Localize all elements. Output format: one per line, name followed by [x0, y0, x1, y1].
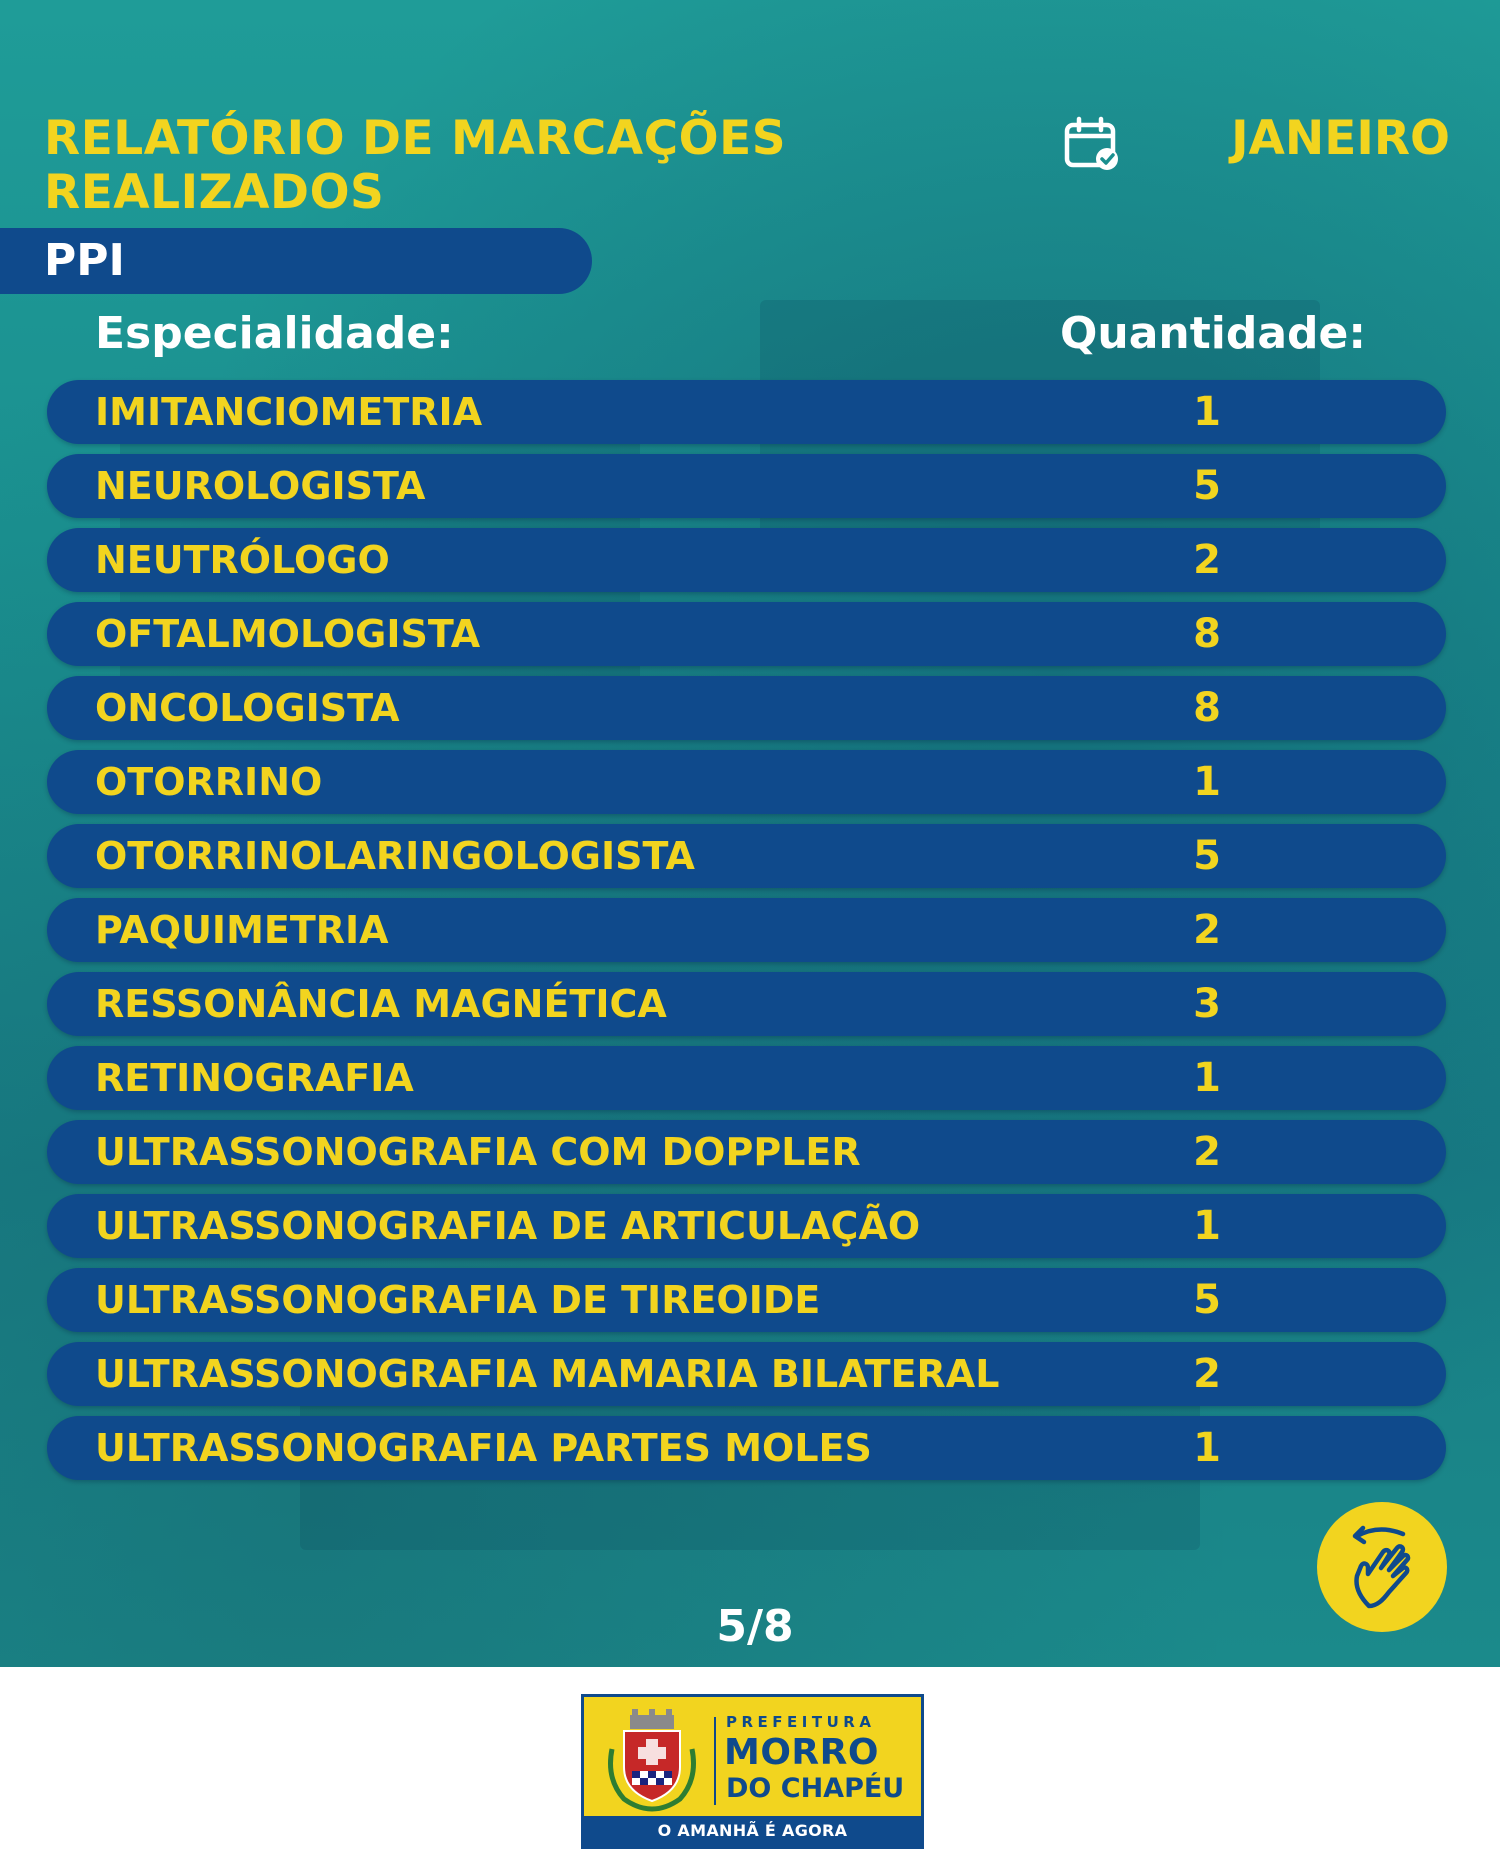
specialty-quantity: 1: [1193, 759, 1221, 805]
page-indicator: 5/8: [716, 1601, 794, 1652]
swipe-hand-icon: [1339, 1522, 1425, 1612]
section-label: PPI: [44, 235, 125, 286]
column-header-especialidade: Especialidade:: [95, 308, 454, 359]
table-row: [47, 602, 1446, 666]
specialty-name: RETINOGRAFIA: [95, 1056, 414, 1100]
specialty-quantity: 8: [1193, 685, 1221, 731]
specialty-name: PAQUIMETRIA: [95, 908, 389, 952]
specialty-quantity: 1: [1193, 1203, 1221, 1249]
table-row: [47, 1268, 1446, 1332]
specialty-name: NEUROLOGISTA: [95, 464, 426, 508]
specialty-name: OTORRINO: [95, 760, 323, 804]
specialty-quantity: 2: [1193, 537, 1221, 583]
logo-slogan: O AMANHÃ É AGORA: [657, 1821, 848, 1840]
specialty-name: IMITANCIOMETRIA: [95, 390, 483, 434]
table-row: [47, 454, 1446, 518]
logo-divider: [714, 1717, 716, 1805]
specialty-quantity: 5: [1193, 1277, 1221, 1323]
specialty-quantity: 2: [1193, 907, 1221, 953]
specialty-name: OTORRINOLARINGOLOGISTA: [95, 834, 695, 878]
specialty-quantity: 5: [1193, 833, 1221, 879]
specialty-name: ULTRASSONOGRAFIA PARTES MOLES: [95, 1426, 872, 1470]
specialty-quantity: 2: [1193, 1351, 1221, 1397]
prefeitura-logo: [581, 1694, 924, 1849]
table-row: [47, 676, 1446, 740]
specialty-name: RESSONÂNCIA MAGNÉTICA: [95, 982, 667, 1026]
specialty-quantity: 5: [1193, 463, 1221, 509]
specialty-name: OFTALMOLOGISTA: [95, 612, 481, 656]
specialty-quantity: 8: [1193, 611, 1221, 657]
table-row: [47, 1342, 1446, 1406]
specialty-name: ULTRASSONOGRAFIA DE TIREOIDE: [95, 1278, 821, 1322]
table-row: [47, 1046, 1446, 1110]
specialty-name: ONCOLOGISTA: [95, 686, 400, 730]
table-row: [47, 1416, 1446, 1480]
specialty-quantity: 1: [1193, 1425, 1221, 1471]
table-row: [47, 898, 1446, 962]
swipe-next-button[interactable]: [1317, 1502, 1447, 1632]
specialty-quantity: 1: [1193, 389, 1221, 435]
specialty-name: NEUTRÓLOGO: [95, 538, 390, 582]
table-row: [47, 750, 1446, 814]
logo-chapeu-text: DO CHAPÉU: [726, 1773, 905, 1804]
table-row: [47, 824, 1446, 888]
table-row: [47, 1194, 1446, 1258]
section-band: [0, 228, 592, 294]
specialty-quantity: 3: [1193, 981, 1221, 1027]
table-row: [47, 972, 1446, 1036]
logo-prefeitura-text: PREFEITURA: [726, 1713, 876, 1731]
specialty-name: ULTRASSONOGRAFIA MAMARIA BILATERAL: [95, 1352, 1000, 1396]
report-title: RELATÓRIO DE MARCAÇÕES REALIZADOS: [44, 111, 787, 220]
footer: [0, 1667, 1500, 1875]
calendar-check-icon: [1063, 116, 1121, 172]
column-header-quantidade: Quantidade:: [1060, 308, 1366, 359]
month-label: JANEIRO: [1231, 111, 1450, 166]
specialty-table: [47, 380, 1446, 1490]
coat-of-arms-icon: [602, 1709, 702, 1813]
specialty-quantity: 1: [1193, 1055, 1221, 1101]
logo-morro-text: MORRO: [724, 1732, 879, 1773]
specialty-quantity: 2: [1193, 1129, 1221, 1175]
logo-slogan-band: [584, 1816, 921, 1846]
table-row: [47, 380, 1446, 444]
table-row: [47, 1120, 1446, 1184]
table-row: [47, 528, 1446, 592]
specialty-name: ULTRASSONOGRAFIA COM DOPPLER: [95, 1130, 861, 1174]
specialty-name: ULTRASSONOGRAFIA DE ARTICULAÇÃO: [95, 1204, 921, 1248]
